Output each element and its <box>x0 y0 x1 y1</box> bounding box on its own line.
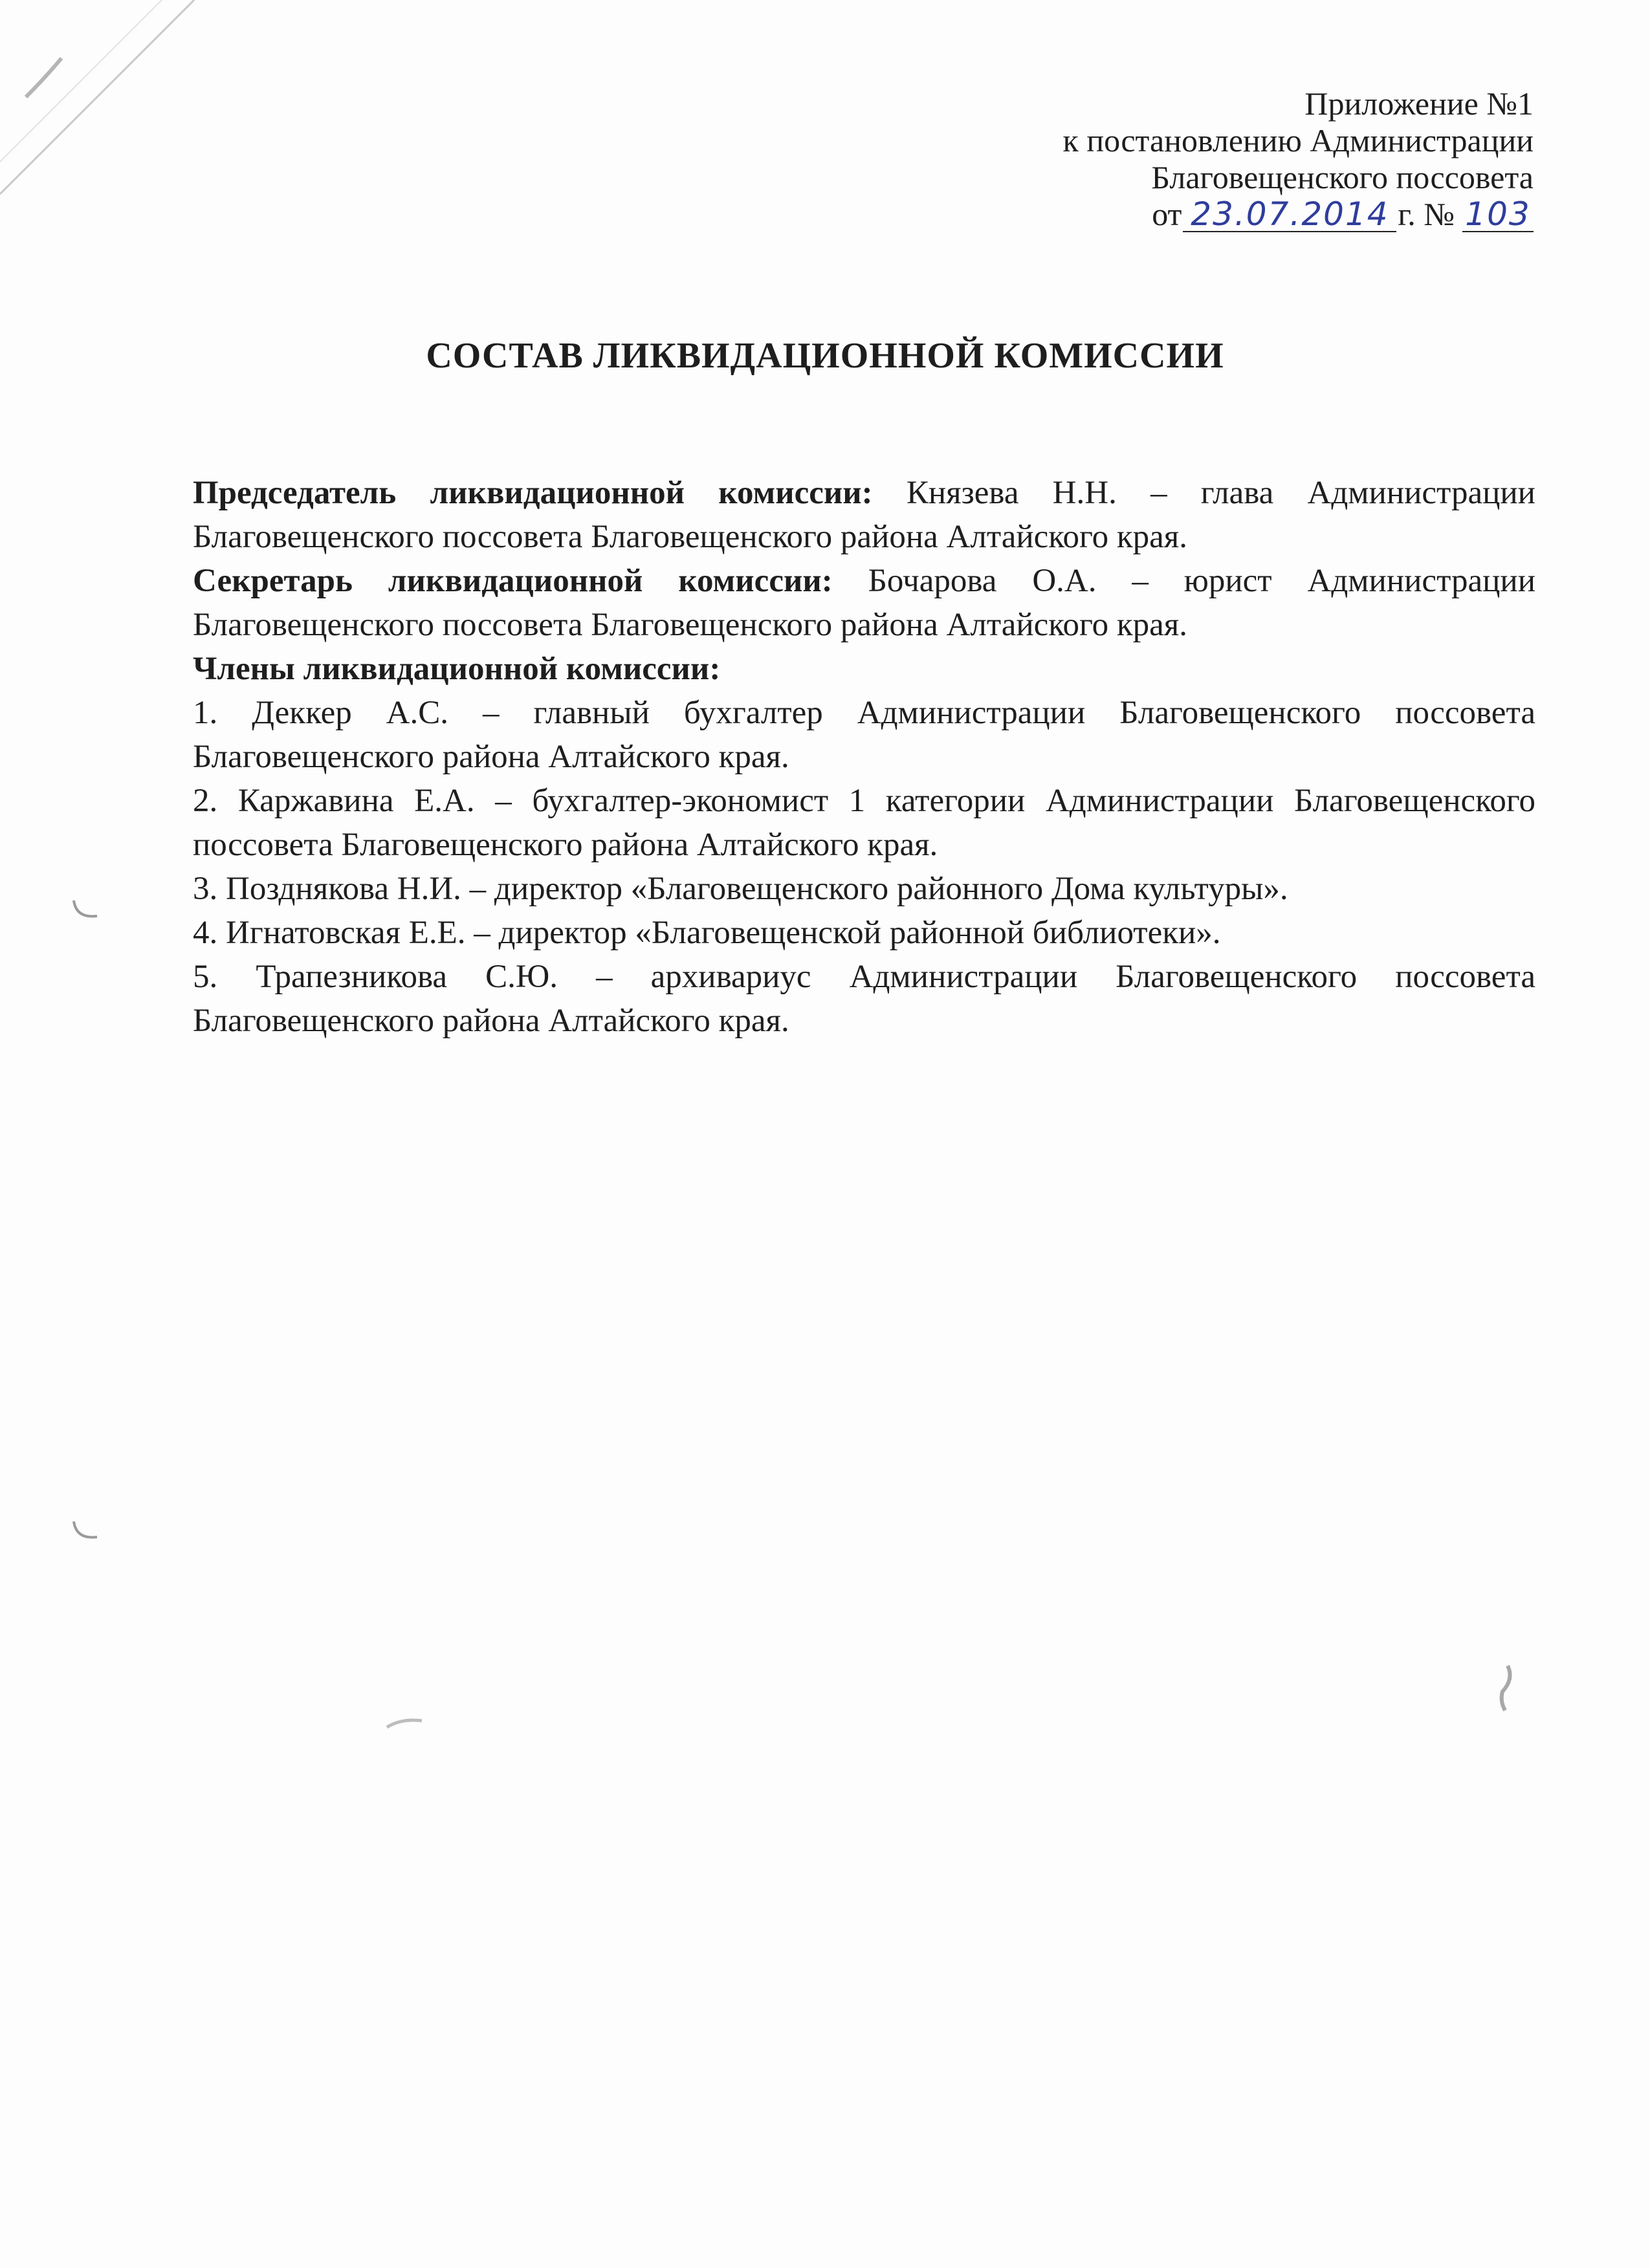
member-item: 1. Деккер А.С. – главный бухгалтер Администрации Благовещенского поссовета Благовещенского района Алтайского края. <box>193 695 1535 775</box>
folded-corner-mark <box>0 0 220 220</box>
appendix-organization: Благовещенского поссовета <box>1151 159 1534 195</box>
handwritten-number: 103 <box>1462 197 1534 232</box>
chairman-text: Князева Н.Н. – глава Администрации Благовещенского поссовета Благовещенского района Алтайского края. <box>193 475 1535 555</box>
chairman-paragraph <box>193 471 1535 559</box>
punch-hole-mark <box>71 897 101 922</box>
commission-composition <box>193 471 1535 1043</box>
secretary-label: Секретарь ликвидационной комиссии: <box>193 563 833 599</box>
members-label: Члены ликвидационной комиссии: <box>193 651 721 687</box>
appendix-date-line <box>886 196 1534 233</box>
members-heading <box>193 647 1535 691</box>
member-item: 5. Трапезникова С.Ю. – архивариус Администрации Благовещенского поссовета Благовещенского района Алтайского края. <box>193 959 1535 1039</box>
scan-speck <box>386 1714 424 1734</box>
date-prefix: от <box>1152 196 1182 232</box>
appendix-resolution-ref: к постановлению Администрации <box>1062 122 1534 158</box>
secretary-paragraph <box>193 559 1535 647</box>
member-item: 3. Позднякова Н.И. – директор «Благовещенского районного Дома культуры». <box>193 871 1288 907</box>
member-item: 4. Игнатовская Е.Е. – директор «Благовещенской районной библиотеки». <box>193 915 1221 951</box>
number-prefix: г. № <box>1398 196 1455 232</box>
appendix-number: Приложение №1 <box>1304 85 1534 122</box>
punch-hole-mark <box>71 1518 101 1543</box>
chairman-label: Председатель ликвидационной комиссии: <box>193 475 873 511</box>
appendix-header <box>886 85 1534 233</box>
handwritten-date: 23.07.2014 <box>1183 197 1396 232</box>
secretary-text: Бочарова О.А. – юрист Администрации Благовещенского поссовета Благовещенского района Алтайского края. <box>193 563 1535 643</box>
page-title: СОСТАВ ЛИКВИДАЦИОННОЙ КОМИССИИ <box>426 336 1224 376</box>
member-item: 2. Каржавина Е.А. – бухгалтер-экономист 1 категории Администрации Благовещенского поссовета Благовещенского района Алтайского края. <box>193 783 1535 863</box>
scan-speck <box>1488 1663 1527 1714</box>
